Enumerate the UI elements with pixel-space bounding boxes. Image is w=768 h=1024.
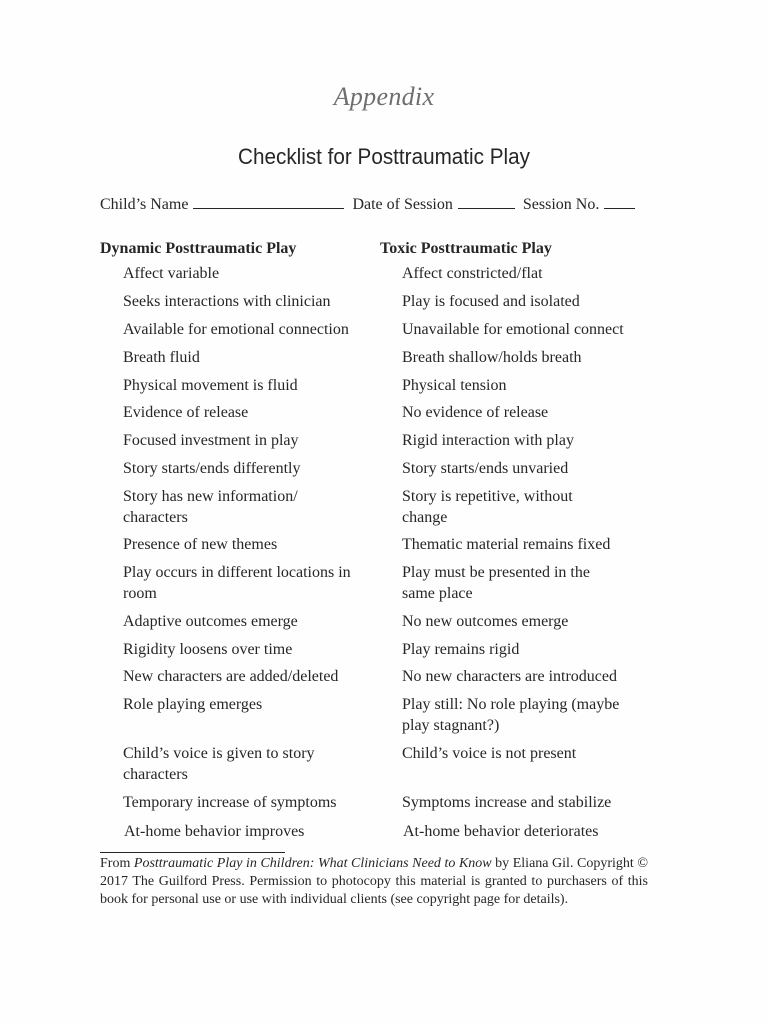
dynamic-item: Seeks interactions with clinician	[123, 293, 331, 310]
toxic-item: Unavailable for emotional connect	[402, 321, 624, 338]
toxic-item: No new outcomes emerge	[402, 613, 569, 630]
copyright-footnote	[100, 855, 648, 909]
dynamic-item: Temporary increase of symptoms	[123, 794, 337, 811]
toxic-item: No evidence of release	[402, 404, 549, 421]
toxic-item: Play must be presented in the same place	[402, 564, 590, 602]
toxic-item: Affect constricted/flat	[402, 265, 543, 282]
dynamic-item: Breath fluid	[123, 349, 200, 366]
dynamic-item: Story starts/ends differently	[123, 460, 301, 477]
dynamic-item: Play occurs in different locations in room	[123, 564, 351, 602]
toxic-item: Child’s voice is not present	[402, 745, 577, 762]
dynamic-column-header: Dynamic Posttraumatic Play	[100, 240, 297, 257]
child-name-blank[interactable]	[193, 194, 344, 209]
footnote-divider	[100, 852, 285, 853]
dynamic-item: At-home behavior improves	[124, 823, 305, 840]
child-name-label: Child’s Name	[100, 196, 189, 213]
footnote-text: by Eliana Gil. Copyright © 2017 The Guilford Press. Permission to photocopy this material is granted to purchasers of this book for personal use or use with individual clients (see copyright page for details).	[100, 856, 648, 907]
dynamic-item: Available for emotional connection	[123, 321, 349, 338]
dynamic-item: Rigidity loosens over time	[123, 641, 293, 658]
toxic-item: No new characters are introduced	[402, 668, 617, 685]
appendix-heading: Appendix	[333, 82, 435, 111]
footnote-prefix: From	[100, 856, 134, 871]
toxic-item: Physical tension	[402, 377, 507, 394]
toxic-item: Breath shallow/holds breath	[402, 349, 582, 366]
date-of-session-label: Date of Session	[352, 196, 453, 213]
dynamic-item: Evidence of release	[123, 404, 249, 421]
session-fields	[100, 194, 639, 214]
toxic-column-header: Toxic Posttraumatic Play	[380, 240, 552, 257]
date-of-session-blank[interactable]	[458, 194, 515, 209]
toxic-item: Story starts/ends unvaried	[402, 460, 569, 477]
dynamic-item: Presence of new themes	[123, 536, 278, 553]
book-title: Posttraumatic Play in Children: What Clinicians Need to Know	[133, 856, 492, 871]
dynamic-item: Story has new information/ characters	[123, 488, 298, 526]
dynamic-item: Role playing emerges	[123, 696, 263, 713]
session-no-label: Session No.	[522, 196, 600, 213]
toxic-item: Symptoms increase and stabilize	[402, 794, 612, 811]
toxic-item: Story is repetitive, without change	[402, 488, 573, 526]
dynamic-item: Physical movement is fluid	[123, 377, 298, 394]
toxic-item: Thematic material remains fixed	[402, 536, 611, 553]
dynamic-item: Child’s voice is given to story characters	[123, 745, 315, 783]
dynamic-item: Focused investment in play	[123, 432, 299, 449]
toxic-item: Rigid interaction with play	[402, 432, 574, 449]
dynamic-item: New characters are added/deleted	[123, 668, 339, 685]
toxic-item: Play is focused and isolated	[402, 293, 580, 310]
checklist-title: Checklist for Posttraumatic Play	[238, 144, 530, 169]
dynamic-item: Adaptive outcomes emerge	[123, 613, 298, 630]
dynamic-item: Affect variable	[123, 265, 220, 282]
toxic-item: Play remains rigid	[402, 641, 520, 658]
toxic-item: At-home behavior deteriorates	[403, 823, 599, 840]
session-no-blank[interactable]	[604, 194, 635, 209]
toxic-item: Play still: No role playing (maybe play stagnant?)	[402, 696, 620, 734]
